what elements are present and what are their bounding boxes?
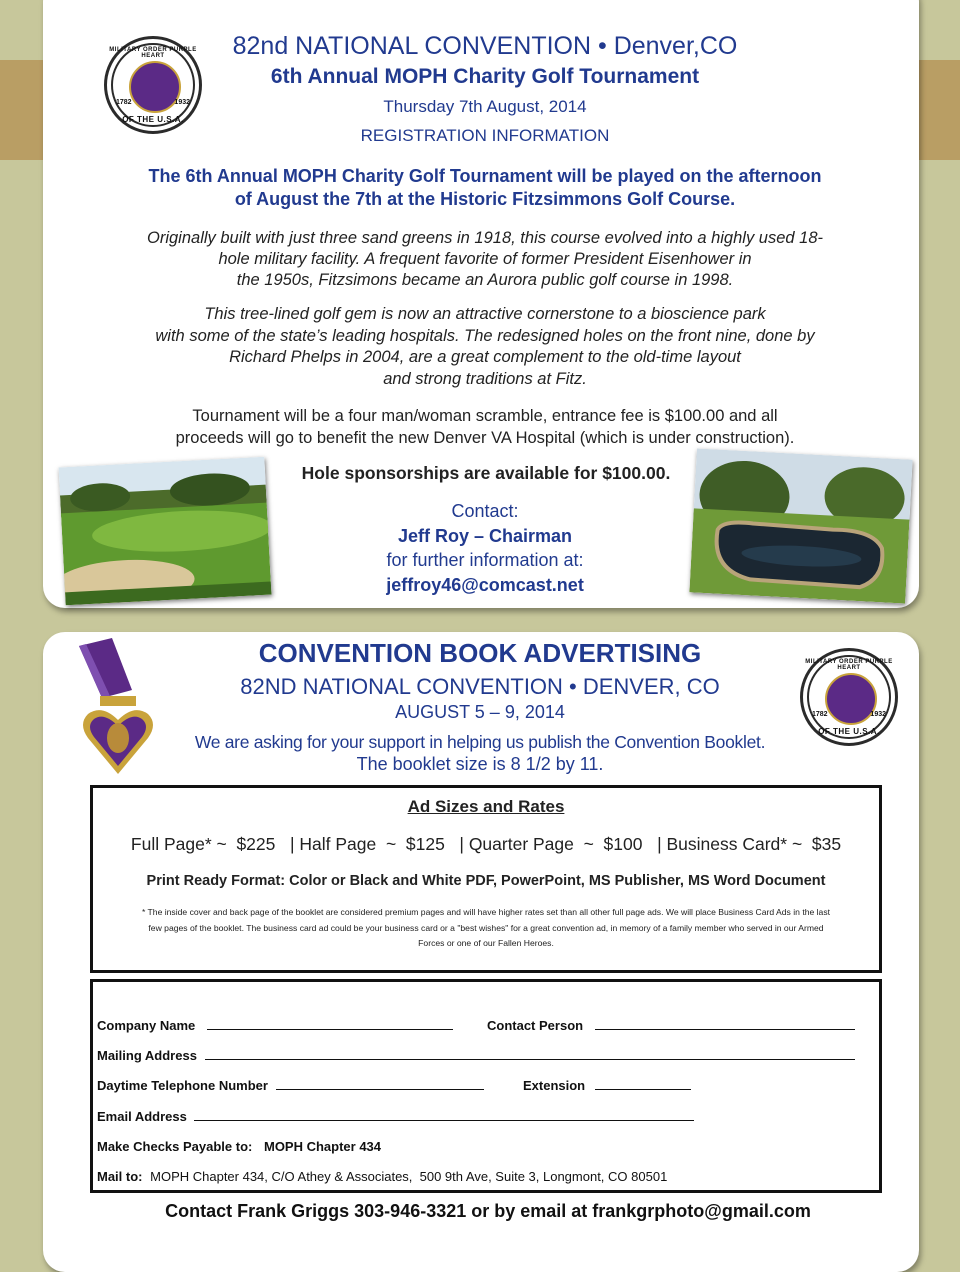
background-stripe-left bbox=[0, 60, 43, 160]
contact-email-link[interactable]: jeffroy46@comcast.net bbox=[386, 574, 584, 595]
purple-heart-icon bbox=[129, 61, 181, 113]
footer-contact: Contact Frank Griggs 303-946-3321 or by email at frankgrphoto@gmail.com bbox=[165, 1201, 811, 1221]
advertising-title: CONVENTION BOOK ADVERTISING bbox=[258, 638, 702, 668]
format-line-2: proceeds will go to benefit the new Denver VA Hospital (which is under construction). bbox=[175, 429, 795, 447]
seal-year-right: 1932 bbox=[870, 711, 886, 718]
contact-person-row bbox=[487, 1018, 855, 1033]
note-line-1: * The inside cover and back page of the booklet are considered premium pages and will have higher rates set than all other full page ads. We will place Business Card Ads in the last bbox=[141, 907, 831, 917]
email-row bbox=[97, 1109, 694, 1124]
seal-bottom-text: OF THE U.S.A. bbox=[818, 727, 880, 736]
checks-payable-row bbox=[97, 1139, 381, 1154]
description-line-3: Richard Phelps in 2004, are a great complement to the old-time layout bbox=[229, 348, 741, 366]
golf-lead-line-2: of August the 7th at the Historic Fitzsimmons Golf Course. bbox=[234, 189, 736, 209]
moph-seal-bottom bbox=[800, 648, 898, 746]
tournament-title: 6th Annual MOPH Charity Golf Tournament bbox=[270, 65, 700, 88]
checks-payable-label: Make Checks Payable to: bbox=[97, 1139, 253, 1154]
mail-to-label: Mail to: bbox=[97, 1169, 143, 1184]
tournament-format-paragraph bbox=[60, 405, 910, 449]
description-line-2: with some of the state’s leading hospitals. The redesigned holes on the front nine, done by bbox=[155, 326, 815, 345]
course-history-paragraph bbox=[60, 228, 910, 291]
seal-year-left: 1782 bbox=[116, 99, 132, 106]
company-name-row bbox=[97, 1018, 453, 1033]
extension-label: Extension bbox=[523, 1078, 586, 1093]
pond-photo bbox=[689, 448, 912, 603]
advertising-subtitle: 82ND NATIONAL CONVENTION • DENVER, CO bbox=[240, 674, 720, 699]
convention-title: 82nd NATIONAL CONVENTION • Denver,CO bbox=[232, 32, 738, 60]
mailing-address-field[interactable] bbox=[205, 1059, 855, 1060]
ad-rates-line: Full Page* ~ $225 | Half Page ~ $125 | Quarter Page ~ $100 | Business Card* ~ $35 bbox=[130, 834, 842, 854]
mail-to-row bbox=[97, 1169, 667, 1184]
contact-name: Jeff Roy – Chairman bbox=[397, 525, 573, 546]
seal-bottom-text: OF THE U.S.A. bbox=[122, 115, 184, 124]
email-field[interactable] bbox=[194, 1120, 694, 1121]
advertising-request bbox=[160, 731, 800, 775]
extension-row bbox=[523, 1078, 691, 1093]
seal-year-left: 1782 bbox=[812, 711, 828, 718]
purple-heart-icon bbox=[825, 673, 877, 725]
mailing-address-label: Mailing Address bbox=[97, 1048, 197, 1063]
purple-heart-medal-icon bbox=[74, 638, 164, 778]
contact-person-field[interactable] bbox=[595, 1029, 855, 1030]
tournament-date: Thursday 7th August, 2014 bbox=[383, 97, 587, 116]
sponsorship-note: Hole sponsorships are available for $100.00. bbox=[301, 463, 671, 483]
seal-year-right: 1932 bbox=[174, 99, 190, 106]
description-line-4: and strong traditions at Fitz. bbox=[383, 369, 587, 388]
telephone-label: Daytime Telephone Number bbox=[97, 1078, 268, 1093]
telephone-row bbox=[97, 1078, 484, 1093]
company-name-label: Company Name bbox=[97, 1018, 196, 1033]
registration-heading: REGISTRATION INFORMATION bbox=[360, 126, 610, 145]
format-line-1: Tournament will be a four man/woman scramble, entrance fee is $100.00 and all bbox=[192, 407, 778, 425]
golf-course-photo bbox=[59, 457, 272, 606]
golf-lead-line-1: The 6th Annual MOPH Charity Golf Tournament will be played on the afternoon bbox=[148, 166, 822, 186]
print-format-line: Print Ready Format: Color or Black and White PDF, PowerPoint, MS Publisher, MS Word Document bbox=[146, 873, 826, 889]
request-line-1: We are asking for your support in helping us publish the Convention Booklet. bbox=[194, 732, 766, 752]
mail-to-value: MOPH Chapter 434, C/O Athey & Associates, 500 9th Ave, Suite 3, Longmont, CO 80501 bbox=[150, 1169, 668, 1184]
telephone-field[interactable] bbox=[276, 1089, 484, 1090]
seal-top-text: MILITARY ORDER PURPLE HEART bbox=[805, 659, 893, 671]
ad-rates-heading: Ad Sizes and Rates bbox=[407, 797, 565, 816]
note-line-2: few pages of the booklet. The business card ad could be your business card or a "best wishes" for a great convention ad, in memory of a family member who served in our Armed bbox=[148, 922, 824, 933]
contact-block bbox=[300, 499, 670, 597]
contact-info: for further information at: bbox=[386, 550, 584, 570]
note-line-3: Forces or one of our Fallen Heroes. bbox=[418, 938, 554, 948]
golf-lead bbox=[60, 165, 910, 211]
history-line-2: hole military facility. A frequent favorite of former President Eisenhower in bbox=[218, 250, 752, 268]
mailing-address-row bbox=[97, 1048, 855, 1063]
history-line-3: the 1950s, Fitzsimons became an Aurora public golf course in 1998. bbox=[236, 271, 734, 289]
contact-person-label: Contact Person bbox=[487, 1018, 584, 1033]
background-stripe-right bbox=[919, 60, 960, 160]
course-description-paragraph bbox=[60, 304, 910, 390]
extension-field[interactable] bbox=[595, 1089, 691, 1090]
history-line-1: Originally built with just three sand greens in 1918, this course evolved into a highly used 18- bbox=[147, 229, 823, 247]
company-name-field[interactable] bbox=[207, 1029, 453, 1030]
moph-seal-top bbox=[104, 36, 202, 134]
request-line-2: The booklet size is 8 1/2 by 11. bbox=[356, 754, 604, 774]
premium-pages-note bbox=[100, 905, 872, 952]
seal-top-text: MILITARY ORDER PURPLE HEART bbox=[109, 47, 197, 59]
advertising-dates: AUGUST 5 – 9, 2014 bbox=[395, 702, 565, 722]
email-label: Email Address bbox=[97, 1109, 187, 1124]
description-line-1: This tree-lined golf gem is now an attractive cornerstone to a bioscience park bbox=[204, 305, 766, 323]
checks-payable-value: MOPH Chapter 434 bbox=[263, 1139, 382, 1154]
contact-label: Contact: bbox=[451, 501, 519, 521]
